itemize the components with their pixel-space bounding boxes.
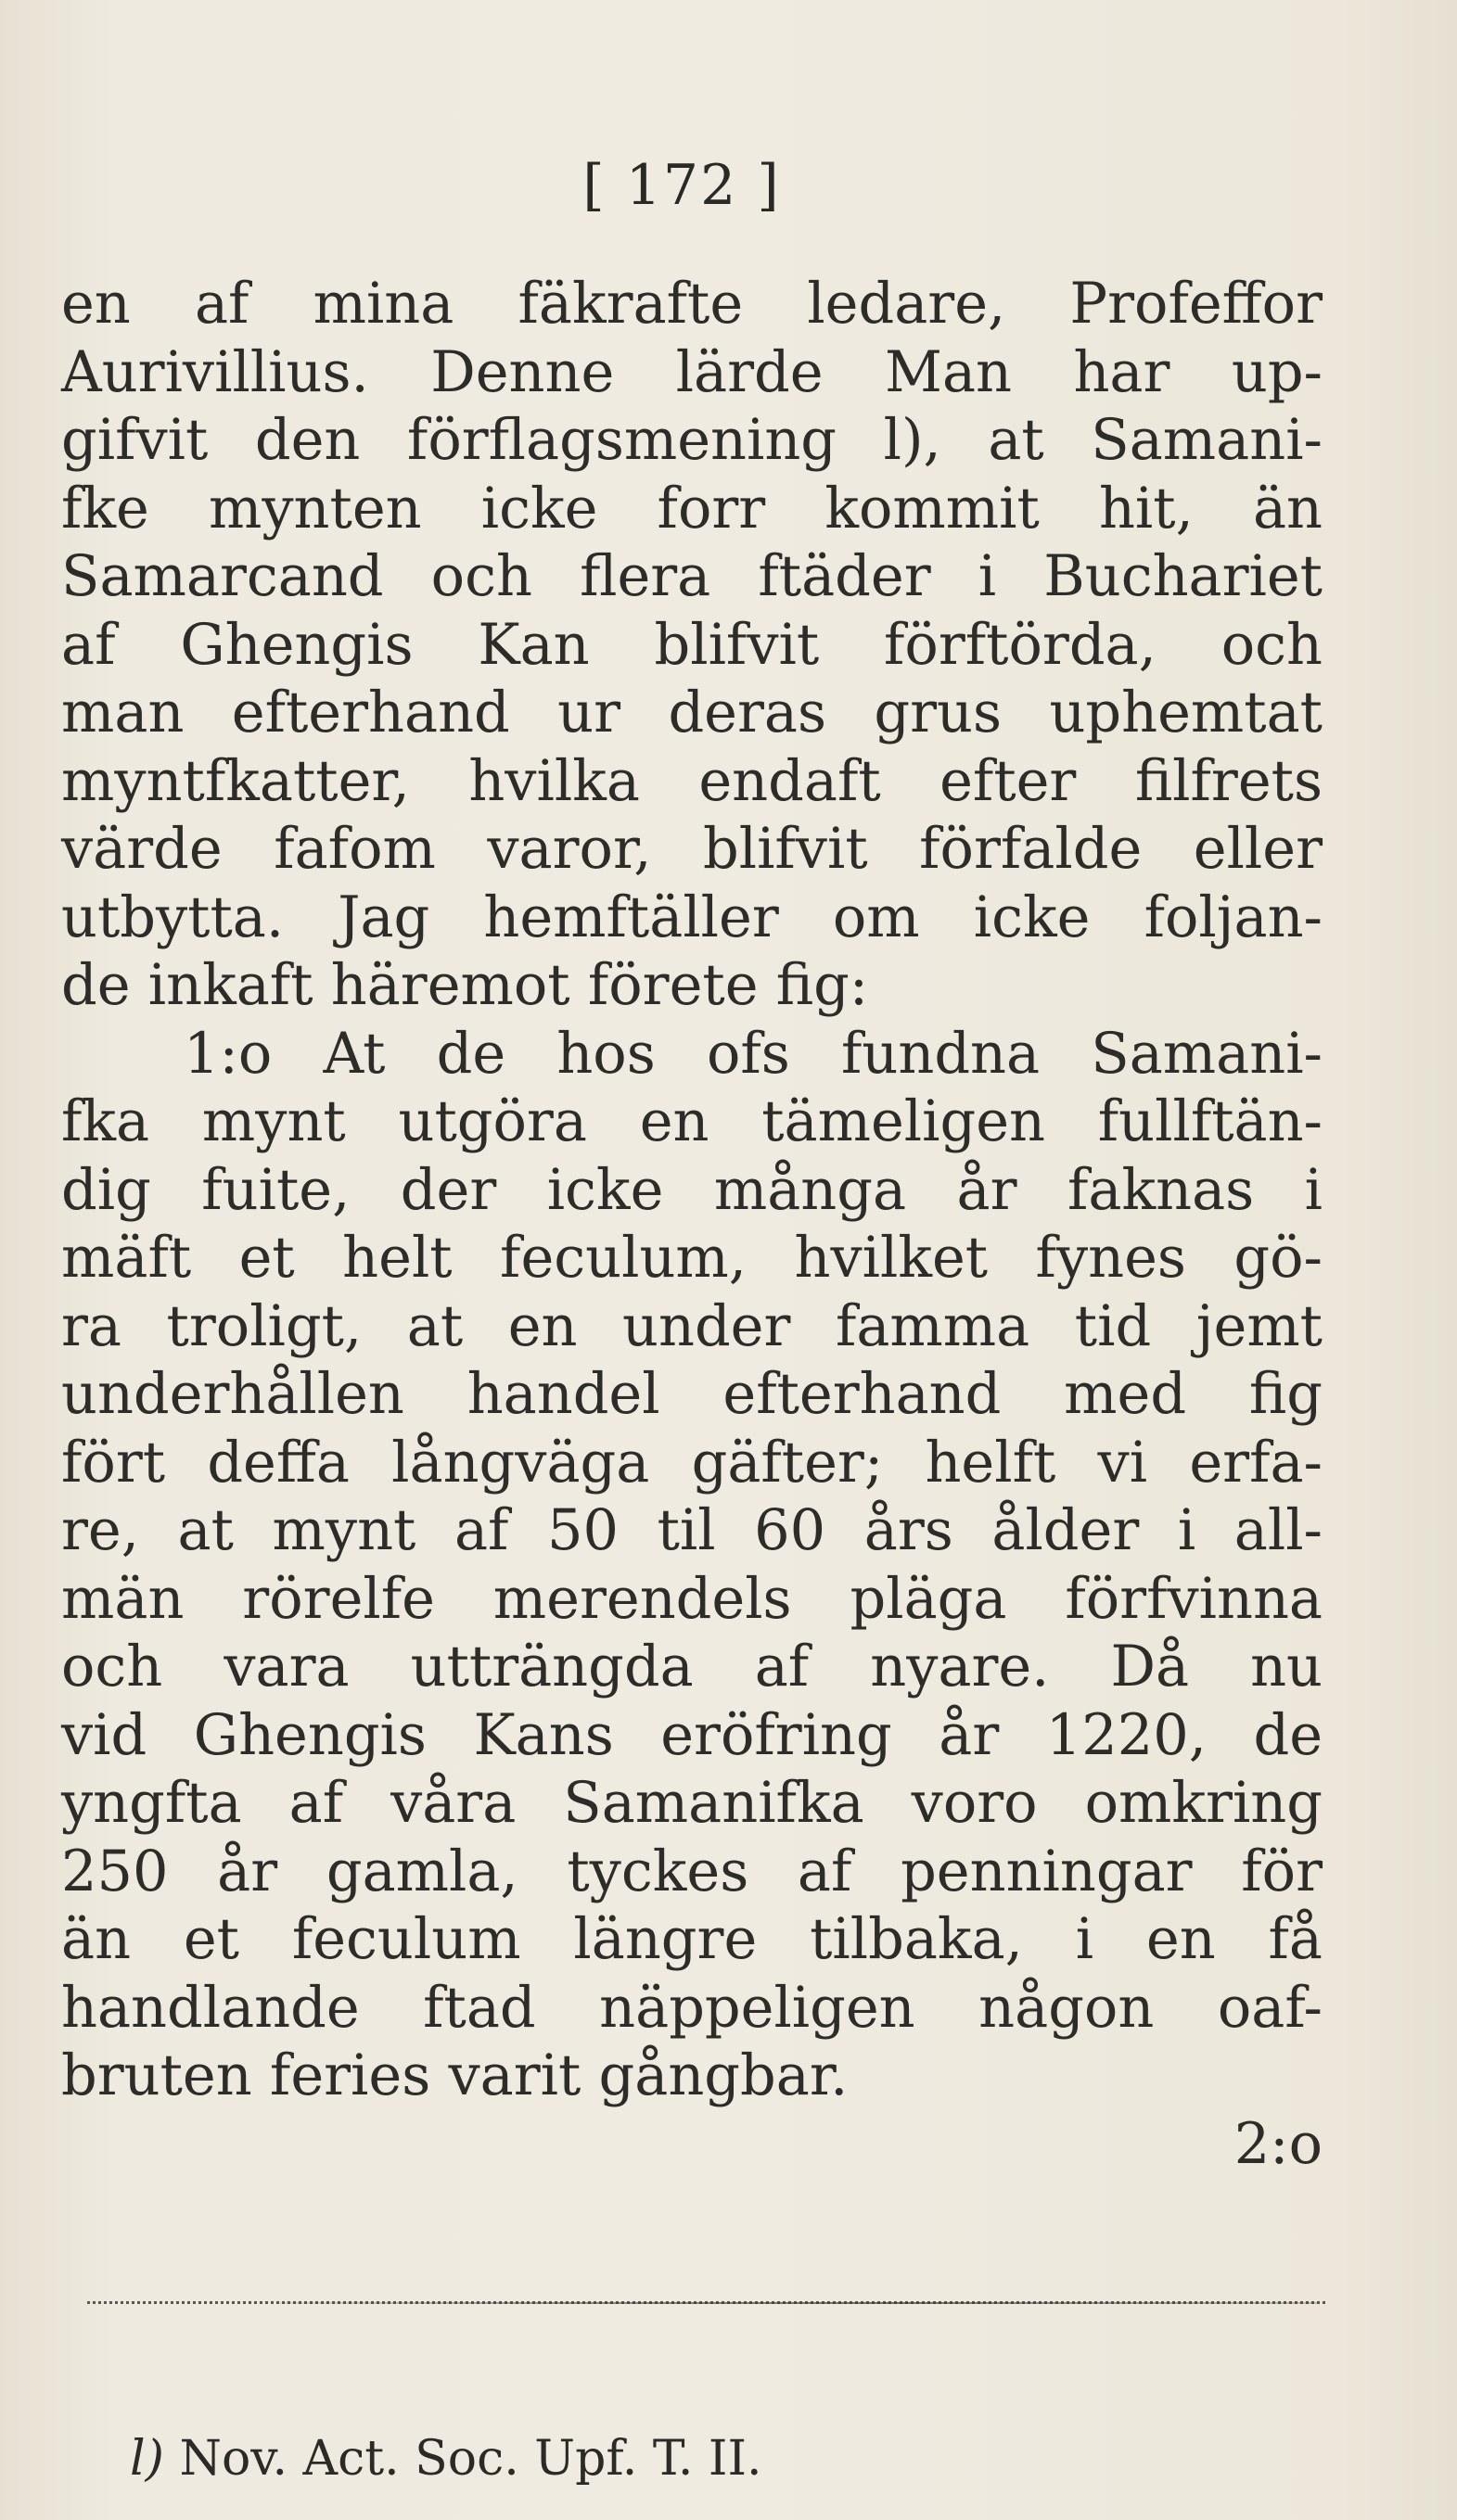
text-line: bruten feries varit gångbar. xyxy=(61,2043,849,2108)
text-line: dig fuite, der icke många år faknas i xyxy=(61,1157,1323,1223)
text-line: Aurivillius. Denne lärde Man har up- xyxy=(61,339,1323,405)
text-line: underhållen handel efterhand med fig xyxy=(61,1362,1323,1427)
footnote-mark: l) xyxy=(130,2431,164,2487)
text-line: de inkaft häremot förete fig: xyxy=(61,953,869,1018)
footnote xyxy=(130,2431,762,2487)
footnote-divider-solid xyxy=(278,2302,1317,2304)
text-line: af Ghengis Kan blifvit förftörda, och xyxy=(61,612,1323,678)
text-line: gifvit den förflagsmening l), at Samani- xyxy=(61,408,1323,473)
text-line: handlande ftad näppeligen någon oaf- xyxy=(61,1975,1323,2041)
text-line: 1:o At de hos ofs fundna Samani- xyxy=(184,1021,1323,1087)
text-line: värde fafom varor, blifvit förfalde eller xyxy=(61,817,1323,882)
text-line: ra troligt, at en under famma tid jemt xyxy=(61,1293,1323,1359)
text-line: än et feculum längre tilbaka, i en få xyxy=(61,1907,1323,1972)
text-line: re, at mynt af 50 til 60 års ålder i all- xyxy=(61,1498,1323,1563)
text-line: vid Ghengis Kans eröfring år 1220, de xyxy=(61,1702,1323,1768)
body-text xyxy=(61,271,1323,2179)
text-line: fke mynten icke forr kommit hit, än xyxy=(61,476,1323,541)
text-line: mäft et helt feculum, hvilket fynes gö- xyxy=(61,1226,1323,1291)
text-line: en af mina fäkrafte ledare, Profeffor xyxy=(61,272,1323,337)
text-line: yngfta af våra Samanifka voro omkring xyxy=(61,1771,1323,1836)
text-line: man efterhand ur deras grus uphemtat xyxy=(61,681,1323,745)
text-line: fört deffa långväga gäfter; helft vi erfa- xyxy=(61,1430,1323,1495)
text-line: myntfkatter, hvilka endaft efter filfrets xyxy=(61,748,1323,814)
text-line: fka mynt utgöra en tämeligen fullftän- xyxy=(61,1089,1323,1154)
text-line: utbytta. Jag hemftäller om icke foljan- xyxy=(61,885,1323,950)
text-line: 250 år gamla, tyckes af penningar för xyxy=(61,1839,1323,1904)
catchword: 2:o xyxy=(1233,2111,1323,2177)
page-number: [ 172 ] xyxy=(582,153,781,218)
text-line: män rörelfe merendels pläga förfvinna xyxy=(61,1566,1323,1632)
footnote-text: Nov. Act. Soc. Upf. T. II. xyxy=(163,2431,762,2487)
text-line: och vara utträngda af nyare. Då nu xyxy=(61,1635,1323,1699)
text-line: Samarcand och flera ftäder i Buchariet xyxy=(61,544,1323,609)
